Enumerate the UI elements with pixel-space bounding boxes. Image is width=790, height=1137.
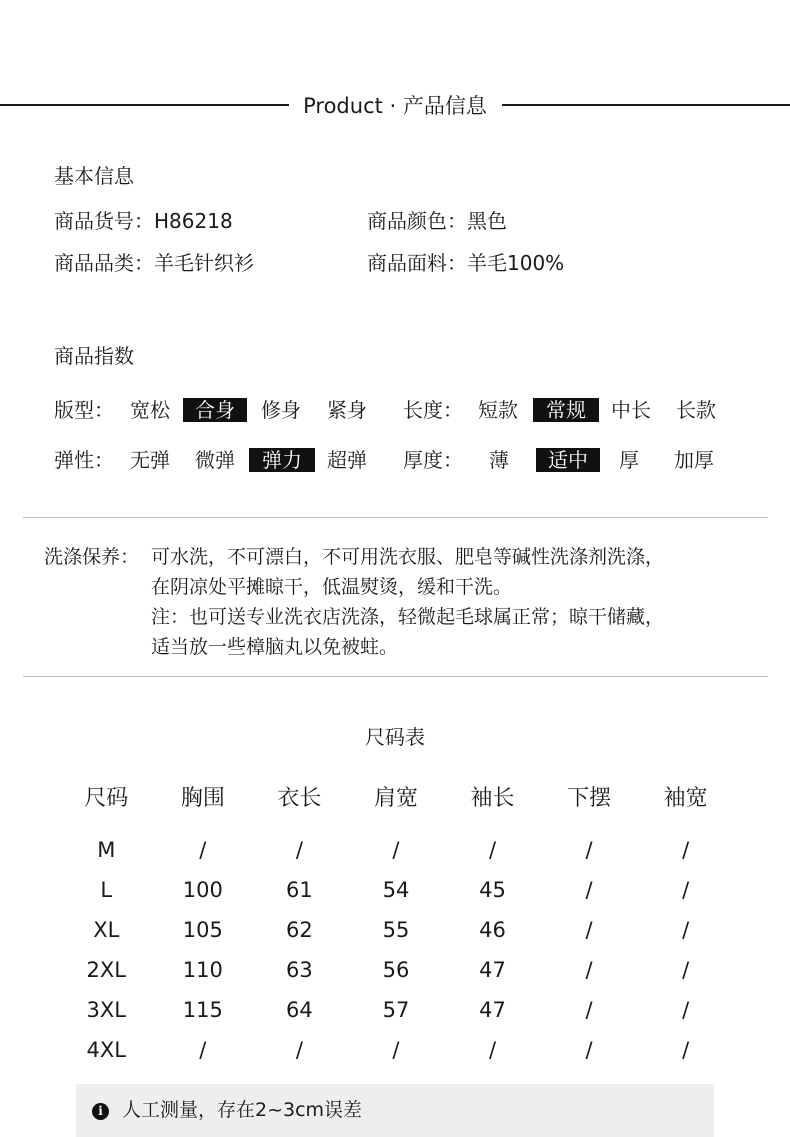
color-field: [367, 208, 507, 234]
care-label: 洗涤保养：: [44, 546, 140, 568]
fabric-value: 羊毛100%: [467, 251, 565, 275]
size-cell: /: [295, 1038, 303, 1062]
thickness-label: 厚度：: [403, 448, 463, 472]
size-cell: /: [199, 838, 207, 862]
size-cell: /: [682, 998, 690, 1022]
sku-value: H86218: [154, 209, 233, 233]
size-cell: 46: [479, 918, 506, 942]
size-cell: /: [488, 838, 497, 862]
basic-info-heading: 基本信息: [54, 164, 134, 188]
page-title-text: Product · 产品信息: [289, 94, 501, 118]
elasticity-option-3: 弹力: [249, 448, 315, 472]
product-index-heading: 商品指数: [54, 344, 134, 368]
size-cell: 54: [382, 878, 410, 902]
size-cell: 4XL: [86, 1038, 126, 1062]
elasticity-label: 弹性：: [54, 448, 114, 472]
size-header-cell: 尺码: [84, 785, 129, 811]
size-header-cell: 下摆: [567, 785, 612, 811]
size-cell: 61: [286, 878, 313, 902]
section-divider-bottom: [23, 676, 768, 677]
fabric-field: [367, 250, 564, 276]
size-row-2xl: [58, 950, 734, 990]
length-label: 长度：: [403, 398, 463, 422]
care-line-4: 适当放一些樟脑丸以免被蛀。: [151, 636, 399, 658]
size-table-title: 尺码表: [365, 725, 425, 749]
size-header-cell: 袖宽: [663, 785, 708, 811]
size-cell: /: [682, 838, 690, 862]
size-cell: /: [585, 918, 593, 942]
size-cell: /: [392, 1038, 400, 1062]
size-row-4xl: [58, 1030, 734, 1070]
size-cell: 64: [286, 998, 313, 1022]
size-cell: /: [585, 838, 593, 862]
size-table-header-row: [58, 770, 734, 822]
size-table: [58, 770, 734, 1070]
size-cell: 63: [286, 958, 313, 982]
size-cell: /: [585, 998, 593, 1022]
category-value: 羊毛针织衫: [154, 251, 254, 275]
category-label: 商品品类：: [54, 251, 154, 275]
fit-label: 版型：: [54, 398, 114, 422]
color-value: 黑色: [467, 209, 507, 233]
care-line-2: 在阴凉处平摊晾干，低温熨烫，缓和干洗。: [151, 576, 513, 598]
length-option-2: 常规: [533, 398, 599, 422]
size-cell: /: [199, 1038, 207, 1062]
size-cell: 115: [182, 998, 223, 1022]
elasticity-option-1: 无弹: [130, 448, 170, 472]
elasticity-option-4: 超弹: [327, 448, 367, 472]
size-header-cell: 衣长: [277, 785, 322, 811]
size-row-xl: [58, 910, 734, 950]
info-icon: i: [92, 1103, 109, 1120]
size-cell: 2XL: [86, 958, 126, 982]
size-cell: 56: [382, 958, 410, 982]
size-cell: 62: [286, 918, 313, 942]
care-line-3: 注：也可送专业洗衣店洗涤，轻微起毛球属正常；晾干储藏，: [151, 606, 665, 628]
thickness-option-4: 加厚: [674, 448, 714, 472]
size-cell: 57: [382, 998, 410, 1022]
length-option-1: 短款: [478, 398, 518, 422]
size-row-l: [58, 870, 734, 910]
size-cell: /: [682, 878, 690, 902]
elasticity-option-2: 微弹: [195, 448, 235, 472]
size-cell: M: [97, 838, 116, 862]
length-option-3: 中长: [611, 398, 651, 422]
fabric-label: 商品面料：: [367, 251, 467, 275]
size-cell: /: [585, 878, 593, 902]
measurement-note: [76, 1084, 714, 1137]
size-cell: /: [682, 918, 690, 942]
size-cell: 105: [182, 918, 223, 942]
size-row-m: [58, 830, 734, 870]
size-cell: 3XL: [86, 998, 126, 1022]
fit-option-4: 紧身: [327, 398, 367, 422]
size-cell: /: [488, 1038, 497, 1062]
length-option-4: 长款: [676, 398, 716, 422]
size-cell: 47: [479, 958, 506, 982]
size-cell: 55: [382, 918, 410, 942]
fit-option-2: 合身: [183, 398, 247, 422]
care-line-1: 可水洗，不可漂白，不可用洗衣服、肥皂等碱性洗涤剂洗涤，: [151, 546, 665, 568]
fit-option-1: 宽松: [130, 398, 170, 422]
thickness-option-2: 适中: [536, 448, 600, 472]
size-cell: /: [585, 1038, 593, 1062]
size-header-cell: 肩宽: [373, 785, 418, 811]
section-divider-top: [23, 517, 768, 518]
size-cell: /: [682, 958, 690, 982]
sku-field: [54, 208, 233, 234]
category-field: [54, 250, 254, 276]
size-cell: 110: [182, 958, 223, 982]
size-cell: 100: [182, 878, 223, 902]
fit-option-3: 修身: [261, 398, 301, 422]
sku-label: 商品货号：: [54, 209, 154, 233]
size-header-cell: 袖长: [470, 785, 515, 811]
size-cell: 45: [479, 878, 506, 902]
size-cell: XL: [93, 918, 120, 942]
measurement-note-text: 人工测量，存在2~3cm误差: [122, 1099, 363, 1121]
size-row-3xl: [58, 990, 734, 1030]
size-cell: 47: [479, 998, 506, 1022]
size-cell: L: [100, 878, 113, 902]
size-header-cell: 胸围: [180, 785, 225, 811]
size-cell: /: [295, 838, 303, 862]
thickness-option-3: 厚: [619, 448, 639, 472]
size-cell: /: [585, 958, 593, 982]
size-cell: /: [392, 838, 400, 862]
size-row: [58, 822, 734, 830]
size-cell: /: [682, 1038, 690, 1062]
color-label: 商品颜色：: [367, 209, 467, 233]
page-title: [0, 92, 790, 120]
thickness-option-1: 薄: [489, 448, 509, 472]
